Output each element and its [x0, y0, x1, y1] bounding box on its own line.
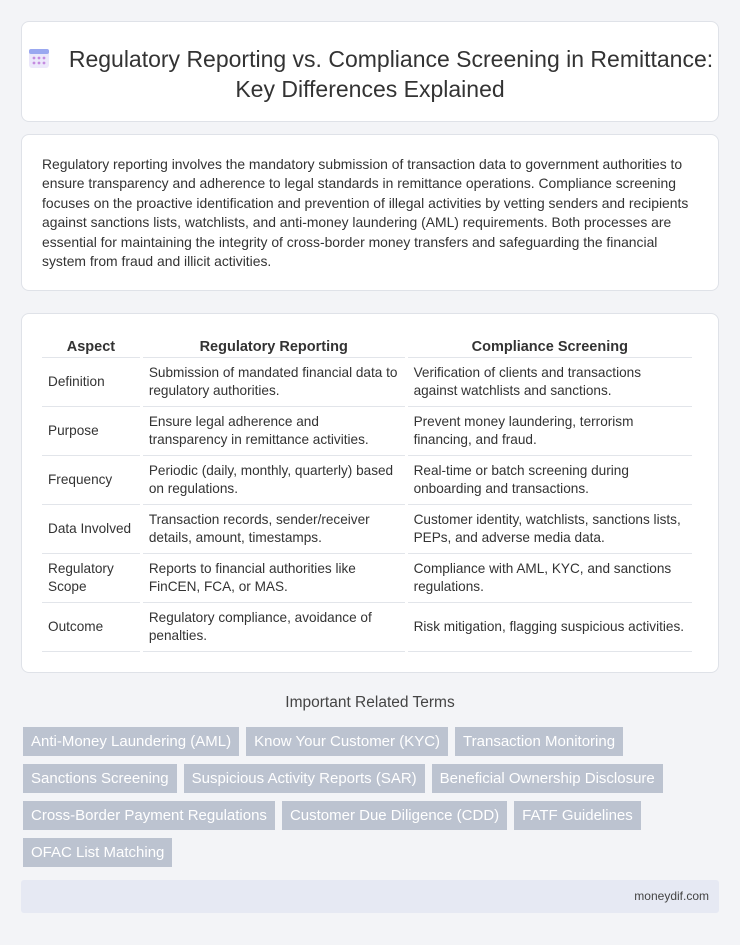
intro-paragraph: Regulatory reporting involves the mandatory submission of transaction data to government authorities to ensure transparency and adherence to legal standards in remittance operations. Compliance screening focuses on the proactive identification and prevention of illegal activities by vetting senders and recipients against sanctions lists, watchlists, and anti-money laundering (AML) requirements. Both processes are essential for maintaining the integrity of cross-border money transfers and safeguarding the financial system from fraud and illicit activities.: [42, 156, 689, 270]
row-compliance: Real-time or batch screening during onboarding and transactions.: [408, 456, 692, 505]
term-tag-kyc[interactable]: Know Your Customer (KYC): [246, 727, 448, 756]
row-regulatory: Periodic (daily, monthly, quarterly) based on regulations.: [143, 456, 405, 505]
row-regulatory: Reports to financial authorities like FinCEN, FCA, or MAS.: [143, 554, 405, 603]
calendar-grid-icon: [27, 46, 51, 70]
row-compliance: Customer identity, watchlists, sanctions lists, PEPs, and adverse media data.: [408, 505, 692, 554]
comparison-table-card: [21, 313, 719, 673]
table-row: [42, 603, 692, 652]
row-aspect: Frequency: [42, 456, 140, 505]
comparison-table: [39, 334, 695, 652]
row-compliance: Compliance with AML, KYC, and sanctions regulations.: [408, 554, 692, 603]
table-row: [42, 456, 692, 505]
term-tag-transaction-monitoring[interactable]: Transaction Monitoring: [455, 727, 623, 756]
term-tag-sanctions-screening[interactable]: Sanctions Screening: [23, 764, 177, 793]
header-aspect: Aspect: [42, 334, 140, 358]
row-compliance: Verification of clients and transactions against watchlists and sanctions.: [408, 358, 692, 407]
term-tag-sar[interactable]: Suspicious Activity Reports (SAR): [184, 764, 425, 793]
row-compliance: Prevent money laundering, terrorism financing, and fraud.: [408, 407, 692, 456]
page-title: Regulatory Reporting vs. Compliance Screening in Remittance: Key Differences Explained: [68, 46, 714, 102]
table-row: [42, 505, 692, 554]
term-tag-beneficial-ownership[interactable]: Beneficial Ownership Disclosure: [432, 764, 663, 793]
related-terms-list: [23, 727, 723, 867]
intro-card: [21, 134, 719, 291]
row-aspect: Outcome: [42, 603, 140, 652]
title-card: [21, 21, 719, 122]
page-title-block: [22, 44, 718, 104]
row-compliance: Risk mitigation, flagging suspicious activities.: [408, 603, 692, 652]
term-tag-fatf[interactable]: FATF Guidelines: [514, 801, 641, 830]
row-aspect: Purpose: [42, 407, 140, 456]
row-aspect: Data Involved: [42, 505, 140, 554]
footer-bar: [21, 880, 719, 913]
row-regulatory: Transaction records, sender/receiver details, amount, timestamps.: [143, 505, 405, 554]
term-tag-cross-border[interactable]: Cross-Border Payment Regulations: [23, 801, 275, 830]
header-compliance-screening: Compliance Screening: [408, 334, 692, 358]
table-header-row: [42, 334, 692, 358]
term-tag-cdd[interactable]: Customer Due Diligence (CDD): [282, 801, 507, 830]
header-regulatory-reporting: Regulatory Reporting: [143, 334, 405, 358]
table-row: [42, 554, 692, 603]
row-regulatory: Ensure legal adherence and transparency in remittance activities.: [143, 407, 405, 456]
term-tag-ofac[interactable]: OFAC List Matching: [23, 838, 172, 867]
footer-site-label: moneydif.com: [634, 889, 709, 903]
related-terms-heading: Important Related Terms: [285, 694, 455, 711]
table-row: [42, 358, 692, 407]
term-tag-aml[interactable]: Anti-Money Laundering (AML): [23, 727, 239, 756]
row-regulatory: Regulatory compliance, avoidance of penalties.: [143, 603, 405, 652]
table-row: [42, 407, 692, 456]
row-aspect: Regulatory Scope: [42, 554, 140, 603]
row-aspect: Definition: [42, 358, 140, 407]
row-regulatory: Submission of mandated financial data to regulatory authorities.: [143, 358, 405, 407]
